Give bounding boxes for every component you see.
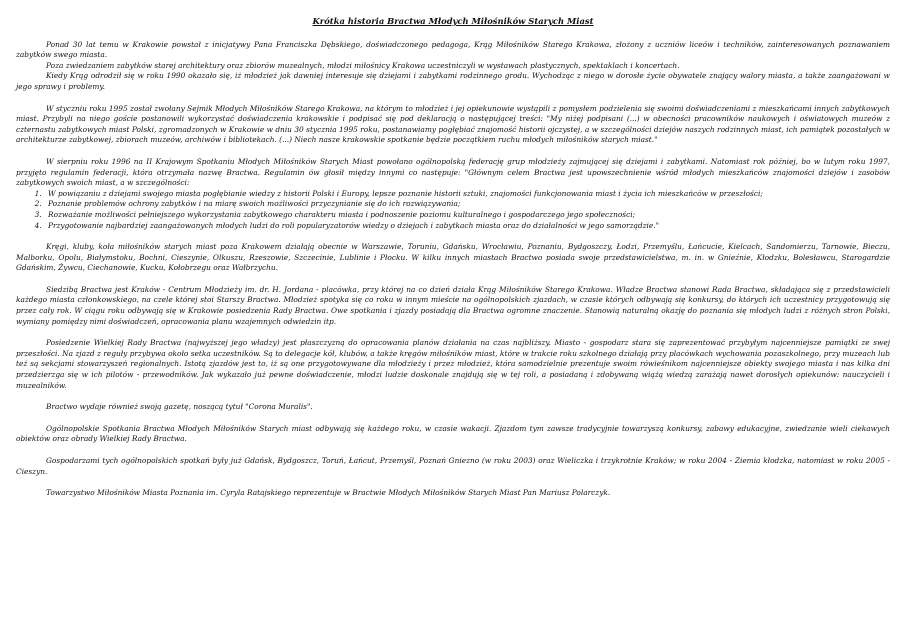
document-title: Krótka historia Bractwa Młodych Miłośników Starych Miast [312, 16, 594, 26]
society-paragraph: Towarzystwo Miłośników Miasta Poznania im. Cyryla Ratajskiego reprezentuje w Bractwie Młodych Miłośników Starych Miast Pan Mariusz Polarczyk. [46, 488, 611, 498]
newspaper-paragraph: Bractwo wydaje również swoją gazetę, noszącą tytuł "Corona Muralis". [46, 402, 313, 412]
goal-item: 2. Poznanie problemów ochrony zabytków i na miarę swoich możliwości przyczynianie się do ich rozwiązywania; [44, 199, 890, 210]
goal-item: 1. W powiązaniu z dziejami swojego miasta pogłębianie wiedzy z historii Polski i Europy, lepsze poznanie historii sztuki, znajomości funkcjonowania miast i życia ich mieszkańców w przeszłości; [44, 189, 890, 200]
intro-paragraph-3: Kiedy Krąg odrodził się w roku 1990 okazało się, iż młodzież jak dawniej interesuje się dziejami i zabytkami rodzinnego grodu. Wychodząc z niego w dorosłe życie obywatele znający walory miasta, a także zaangażowani w jego sprawy i problemy. [16, 71, 890, 91]
sejmik-paragraph: W styczniu roku 1995 został zwołany Sejmik Młodych Miłośników Starego Krakowa, na którym to młodzież i jej opiekunowie wystąpili z pomysłem podzielenia się swoimi doświadczeniami z mieszkańcami innych zabytkowych miast. Przybyli na niego goście postanowili wykorzystać doświadczenia krakowskie i podpisać się pod deklaracją o następującej treści: "My niżej podpisani (...) w obecności pracowników naukowych i oświatowych muzeów z czternastu zabytkowych miast Polski, zgromadzonych w Krakowie w dniu 30 stycznia 1995 roku, postanawiamy pogłębiać znajomość historii ojczystej, a w szczególności dziejów naszych rodzinnych miast, ich pamiątek pozostałych w architekturze zabytkowej, zbiorach muzeów, archiwów i bibliotekach. (...) Niech nasze krakowskie spotkanie będzie początkiem ruchu młodych miłośników starych miast." [16, 103, 890, 145]
circles-paragraph: Kręgi, kluby, koła miłośników starych miast poza Krakowem działają obecnie w Warszawie, Toruniu, Gdańsku, Wrocławiu, Poznaniu, Bydgoszczy, Łodzi, Przemyślu, Łańcucie, Kielcach, Sandomierzu, Tarnowie, Bieczu, Malborku, Opolu, Białymstoku, Bochni, Cieszynie, Olkuszu, Rzeszowie, Szczecinie, Lublinie i Płocku. W kilku innych miastach Bractwo posiada swoje przedstawicielstwa, m. in. w Gnieźnie, Kłodzku, Bolesławcu, Starogardzie Gdańskim, Żywcu, Ciechanowie, Kucku, Kołobrzegu oraz Wałbrzychu. [16, 242, 890, 273]
headquarters-paragraph: Siedzibą Bractwa jest Kraków - Centrum Młodzieży im. dr. H. Jordana - placówka, przy której na co dzień działa Krąg Miłośników Starego Krakowa. Władze Bractwa stanowi Rada Bractwa, składająca się z przedstawicieli każdego miasta członkowskiego, na czele której stoi Starszy Bractwa. Młodzież spotyka się co roku w innym mieście na ogólnopolskich zjazdach, w czasie których odbywają się konkursy, do których ich uczestnicy przygotowują się przez cały rok. W ciągu roku odbywają się w Krakowie posiedzenia Rady Bractwa. Owe spotkania i zjazdy posiadają dla Bractwa ogromne znaczenie. Stanowią naturalną okazję do poznania się młodych ludzi z różnych stron Polski, wymiany pomiędzy nimi doświadczeń, opracowania planu wzajemnych odwiedzin itp. [16, 284, 890, 326]
hosts-paragraph: Gospodarzami tych ogólnopolskich spotkań były już Gdańsk, Bydgoszcz, Toruń, Łańcut, Przemyśl, Poznań Gniezno (w roku 2003) oraz Wieliczka i trzykrotnie Kraków; w roku 2004 - Ziemia kłodzka, natomiast w roku 2005 -Cieszyn. [16, 456, 890, 476]
goal-item: 4. Przygotowanie najbardziej zaangażowanych młodych ludzi do roli popularyzatorów wiedzy o dziejach i zabytkach miasta oraz do działalności w jego samorządzie." [44, 221, 890, 232]
intro-paragraph-2: Poza zwiedzaniem zabytków starej architektury oraz zbiorów muzealnych, młodzi miłośnicy Krakowa uczestniczyli w wystawach plastycznych, spektaklach i koncertach. [46, 60, 680, 70]
federation-paragraph: W sierpniu roku 1996 na II Krajowym Spotkaniu Młodych Miłośników Starych Miast powołano ogólnopolską federację grup młodzieży zajmującej się dziejami i zabytkami. Natomiast rok później, bo w lutym roku 1997, przyjęto regulamin federacji, która otrzymała nazwę Bractwa. Regulamin ów głosił między innymi co następuje: "Głównym celem Bractwa jest upowszechnienie wśród młodych mieszkańców znajomości dziejów i zasobów zabytkowych swoich miast, a w szczególności: [16, 156, 890, 188]
council-paragraph: Posiedzenie Wielkiej Rady Bractwa (najwyższej jego władzy) jest płaszczyzną do opracowania planów działania na czas najbliższy. Miasto - gospodarz stara się zaprezentować przybyłym najcenniejsze pamiątki ze swej przeszłości. Na zjazd z reguły przybywa około setka uczestników. Są to delegacje kół, klubów, a także kręgów miłośników miast, które w trakcie roku szkolnego działają przy placówkach wychowania pozaszkolnego, przy muzeach lub też są sekcjami stowarzyszeń regionalnych. Istotą zjazdów jest to, iż są one przygotowywane dla młodzieży i przez młodzież, która samodzielnie prezentuje swoim rówieśnikom najcenniejsze obiekty swojego miasta i nas kilka dni przedzierzga się w ich pilotów - przewodników. Jak wykazało już pewne doświadczenie, młodzi ludzie doskonale znajdują się w tej roli, a posiadaną i zdobywaną wiążą wiedzą zarażają nawet dorosłych opiekunów: nauczycieli i muzealników. [16, 338, 890, 390]
goal-item: 3. Rozważanie możliwości pełniejszego wykorzystania zabytkowego charakteru miasta i podnoszenie poziomu kulturalnego i gospodarczego jego społeczności; [44, 210, 890, 221]
goals-list [16, 189, 890, 231]
meetings-paragraph: Ogólnopolskie Spotkania Bractwa Młodych Miłośników Starych miast odbywają się każdego roku, w czasie wakacji. Zjazdom tym zawsze tradycyjnie towarzyszą konkursy, zabawy edukacyjne, zwiedzanie wieli ciekawych obiektów oraz obrady Wielkiej Rady Bractwa. [16, 423, 890, 444]
intro-paragraph-1: Ponad 30 lat temu w Krakowie powstał z inicjatywy Pana Franciszka Dębskiego, doświadczonego pedagoga, Krąg Miłośników Starego Krakowa, złożony z uczniów liceów i techników, zainteresowanych poznawaniem zabytków swego miasta. [16, 39, 890, 60]
